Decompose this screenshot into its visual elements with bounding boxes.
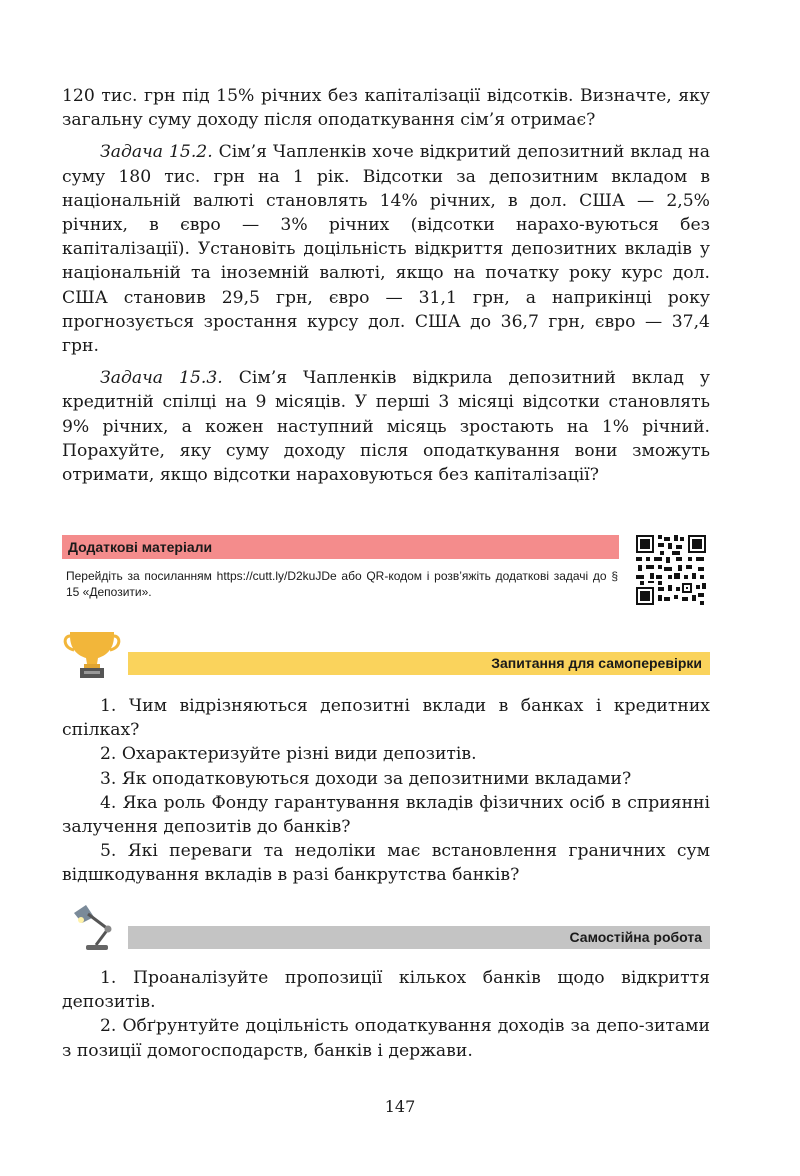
independent-work-header	[62, 903, 710, 955]
self-check-header	[62, 628, 710, 680]
qr-code-icon[interactable]	[634, 533, 708, 607]
task-15-3-text: Сім’я Чапленків відкрила депозитний вклад у кредитній спілці на 9 місяців. У перші 3 місяці відсотки становлять 9% річних, а кожен наступний місяць зростають на 1% річний. Порахуйте, яку суму доходу після оподаткування вони зможуть отримати, якщо відсотки нараховуються без капіталізації?	[62, 368, 710, 486]
self-check-title: Запитання для самоперевірки	[128, 652, 710, 675]
task-15-2-text: Сім’я Чапленків хоче відкритий депозитний вклад на суму 180 тис. грн на 1 рік. Відсотки за депозитним вкладом в національній валюті становлять 14% річних, в дол. США — 2,5% річних, в євро — 3% річних (відсотки нарахо-вуються без капіталізації). Установіть доцільність відкриття депозитних вкладів у національній та іноземній валюті, якщо на початку року курс дол. США становив 29,5 грн, євро — 31,1 грн, а наприкінці року прогнозується зростання курсу дол. США до 36,7 грн, євро — 37,4 грн.	[62, 142, 711, 357]
main-text	[62, 84, 710, 487]
trophy-icon	[62, 628, 122, 680]
additional-materials-text: Перейдіть за посиланням https://cutt.ly/D2kuJDe або QR-кодом і розв’яжіть додаткові задачі до § 15 «Депозити».	[66, 569, 618, 599]
task-15-2-label: Задача 15.2.	[100, 142, 213, 163]
independent-work-tasks	[62, 966, 710, 1063]
list-item: 1. Чим відрізняються депозитні вклади в банках і кредитних спілках?	[62, 696, 710, 741]
list-item: 3. Як оподатковуються доходи за депозитними вкладами?	[100, 768, 632, 789]
page-number: 147	[384, 1097, 416, 1116]
task-15-3-label: Задача 15.3.	[100, 368, 223, 389]
list-item: 4. Яка роль Фонду гарантування вкладів фізичних осіб в сприянні залучення депозитів до банків?	[62, 792, 710, 838]
task-15-3-paragraph	[62, 366, 710, 487]
intro-paragraph: 120 тис. грн під 15% річних без капіталізації відсотків. Визначте, яку загальну суму доходу після оподаткування сім’я отримає?	[62, 86, 710, 131]
desk-lamp-icon	[68, 903, 124, 951]
list-item: 5. Які переваги та недоліки має встановлення граничних сум відшкодування вкладів в разі банкрутства банків?	[62, 841, 710, 886]
additional-materials-header: Додаткові матеріали	[62, 535, 619, 559]
additional-materials	[62, 535, 710, 605]
task-15-2-paragraph	[62, 140, 710, 358]
independent-work-title: Самостійна робота	[128, 926, 710, 949]
list-item: 1. Проаналізуйте пропозиції кількох банків щодо відкриття депозитів.	[62, 968, 710, 1013]
list-item: 2. Охарактеризуйте різні види депозитів.	[100, 744, 477, 765]
self-check-questions	[62, 694, 710, 888]
list-item: 2. Обґрунтуйте доцільність оподаткування доходів за депо-зитами з позиції домогосподарств, банків і держави.	[62, 1016, 710, 1061]
